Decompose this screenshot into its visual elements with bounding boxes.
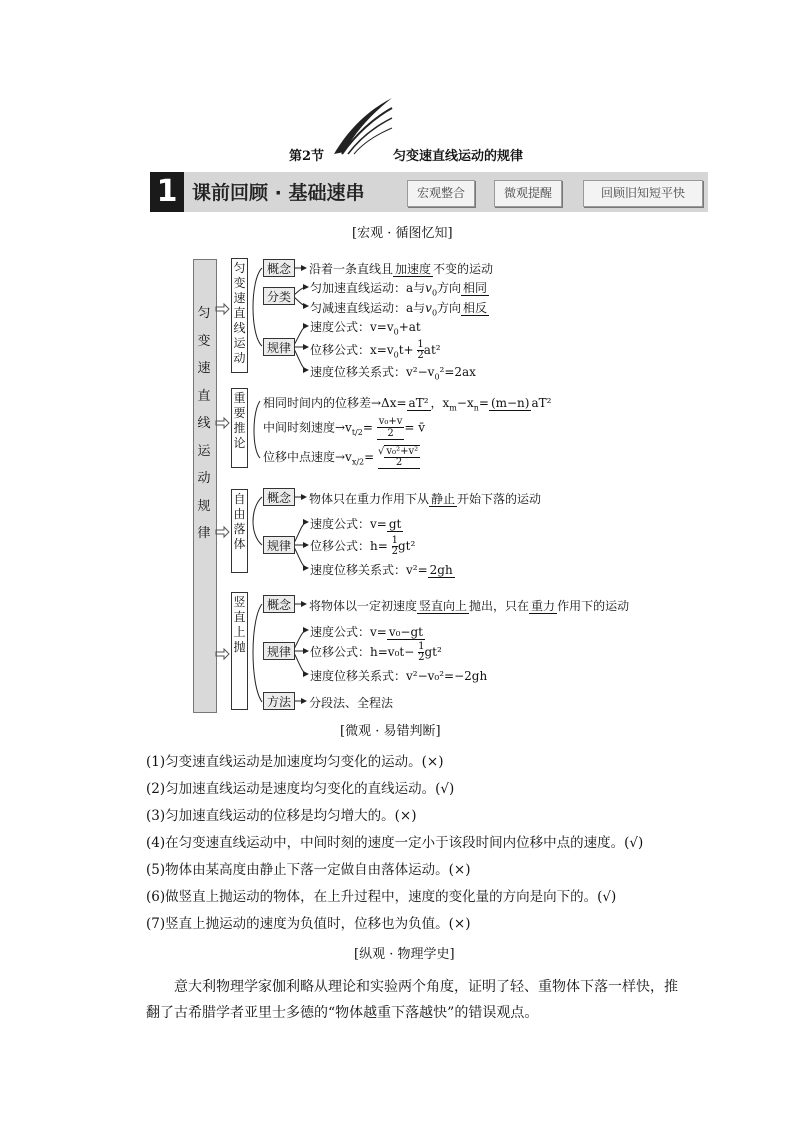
b3-concept-tag: 概念 [263,488,295,506]
banner-title: 课前回顾 · 基础速串 [192,182,365,204]
section3-heading: [纵观 · 物理学史] [354,947,455,962]
branch-free-fall-box: 自 由 落 体 [231,489,248,573]
branch-inference-box: 重 要 推 论 [231,388,248,468]
b3-law-tag: 规律 [263,536,295,554]
section2-heading: [微观 · 易错判断] [340,724,441,739]
b4-method-text: 分段法、全程法 [309,696,394,710]
judge-item: (6)做竖直上抛运动的物体，在上升过程中，速度的变化量的方向是向下的。(√) [146,889,617,905]
b1-law-vx-relation: 速度位移关系式：$v^2-v_0^2=2ax$ [310,365,476,382]
b4-law-velocity: 速度公式：v= v₀−gt [310,625,423,639]
judge-item: (2)匀加速直线运动是速度均匀变化的直线运动。(√) [146,781,455,797]
history-paragraph: 意大利物理学家伽利略从理论和实验两个角度，证明了轻、重物体下落一样快，推翻了古希腊学者亚里士多德的“物体越重下落越快”的错误观点。 [146,979,678,1021]
b2-displacement-difference: 相同时间内的位移差→Δx= aT² ，$x_m-x_n= (m-n)$ aT² [263,396,552,413]
b3-law-displacement: 位移公式：h= $\frac{1}{2}$ gt² [310,535,416,557]
b1-concept-tag: 概念 [263,259,295,277]
b1-class-tag: 分类 [263,287,295,305]
judge-item: (7)竖直上抛运动的速度为负值时，位移也为负值。(×) [146,916,471,932]
b3-law-vx-relation: 速度位移关系式：v²= 2gh [310,563,453,577]
tab-macro[interactable]: 宏观整合 [407,180,475,207]
b4-law-tag: 规律 [263,642,295,660]
banner-number: 1 [150,172,184,212]
tab-micro[interactable]: 微观提醒 [494,180,562,207]
b1-concept-text: 沿着一条直线且 加速度 不变的运动 [309,262,494,276]
b2-mid-time-velocity: 中间时刻速度$\to v_{t/2}=$ $\frac{\text{v₀+v}}{2}$ = v̄ [263,416,426,439]
judge-item: (1)匀变速直线运动是加速度均匀变化的运动。(×) [146,754,444,770]
branch-vertical-throw-box: 竖 直 上 抛 [231,592,248,710]
branch-uniform-accel-box: 匀 变 速 直 线 运 动 [231,258,248,373]
b4-law-displacement: 位移公式：h=v₀t− $\frac{1}{2}$ gt² [310,641,442,663]
b4-concept-tag: 概念 [263,595,295,613]
b3-law-velocity: 速度公式：v= gt [310,517,402,531]
b1-class-accel: 匀加速直线运动：a与$v_0$方向 相同 [310,281,488,298]
b4-method-tag: 方法 [263,692,295,710]
judge-item: (3)匀加速直线运动的位移是均匀增大的。(×) [146,808,417,824]
tab-review[interactable]: 回顾旧知短平快 [583,180,703,207]
b2-mid-position-velocity: 位移中点速度$\to v_{x/2}=$ √ v₀²+v² 2 [263,446,419,468]
section-number: 第2节 [289,149,325,164]
b4-law-vx-relation: 速度位移关系式：v²−v₀²=−2gh [310,669,488,683]
section1-heading: [宏观 · 循图忆知] [352,226,453,241]
b4-concept-text: 将物体以一定初速度 竖直向上 抛出，只在 重力 作用下的运动 [309,599,630,613]
judge-item: (4)在匀变速直线运动中，中间时刻的速度一定小于该段时间内位移中点的速度。(√) [146,835,644,851]
page-title: 匀变速直线运动的规律 [393,149,524,164]
judge-item: (5)物体由某高度由静止下落一定做自由落体运动。(×) [146,862,471,878]
b1-law-velocity: 速度公式：$v=v_0+at$ [310,320,421,337]
b1-law-displacement: 位移公式：$x=v_0t+$ $\frac{1}{2}$ at² [310,339,441,361]
main-topic-label: 匀 变 速 直 线 运 动 规 律 [197,306,211,541]
b3-concept-text: 物体只在重力作用下从 静止 开始下落的运动 [309,492,542,506]
b1-class-decel: 匀减速直线运动：a与$v_0$方向 相反 [310,301,488,318]
b1-law-tag: 规律 [263,338,295,356]
